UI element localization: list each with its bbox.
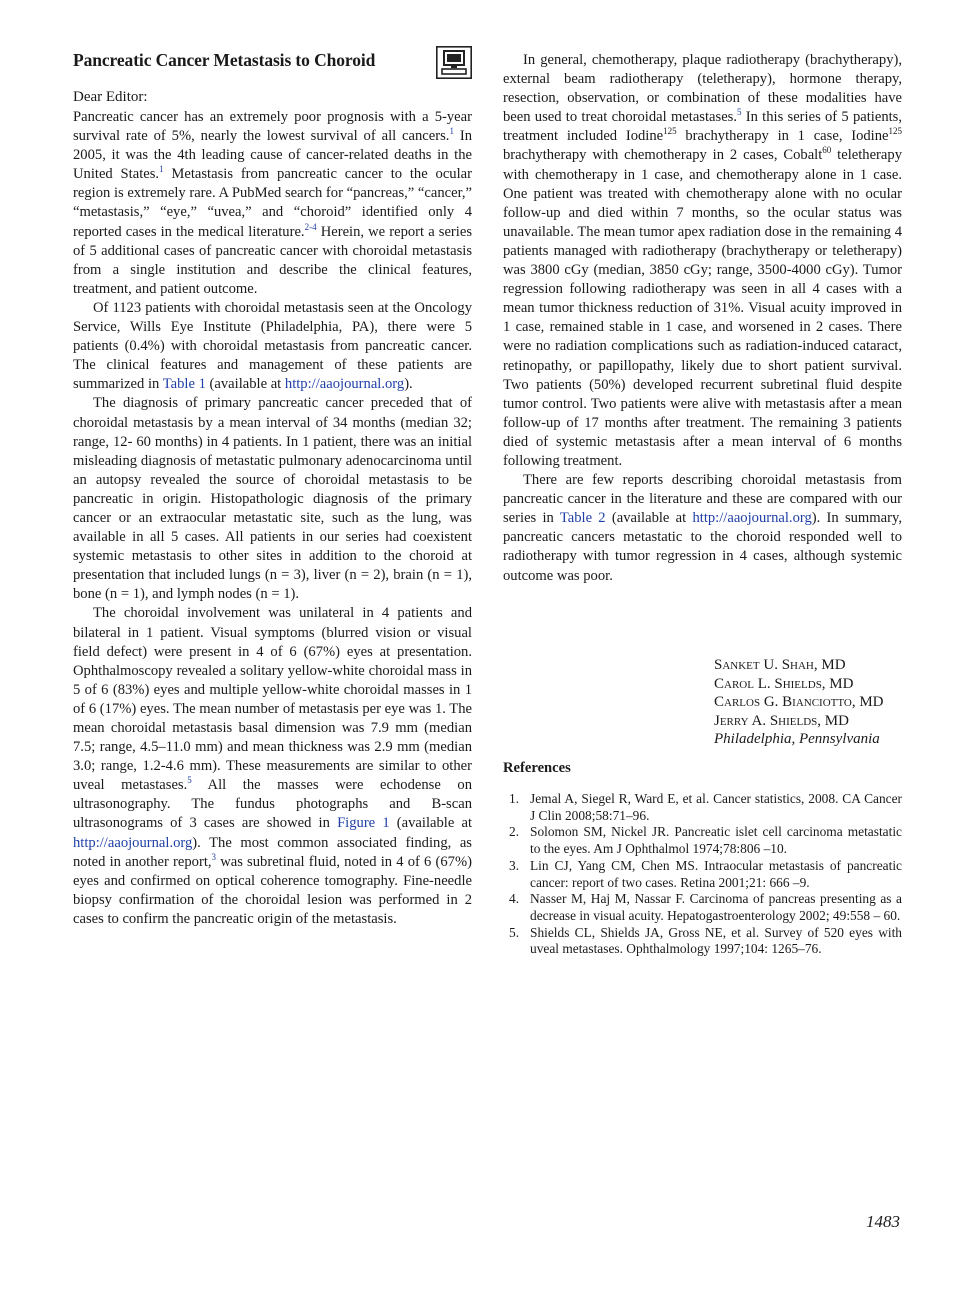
author-signatures — [714, 656, 884, 749]
paragraph-diagnosis: The diagnosis of primary pancreatic cancer preceded that of choroidal metastasis by a mean interval of 34 months (median 32; range, 12- 60 months) in 4 patients. In 1 patient, there was an initial misleading diagnosis of metastatic pulmonary adenocarcinoma until an autopsy revealed the source of choroidal metastasis to be pancreatic in origin. Histopathologic diagnosis of the primary cancer or an extraocular metastatic site, such as the lung, was available in all 5 cases. All patients in our series had coexistent systemic metastasis to other sites in addition to the choroid at presentation that included lungs (n = 3), liver (n = 2), brain (n = 1), bone (n = 1), and lymph nodes (n = 1). — [73, 395, 472, 603]
article-title: Pancreatic Cancer Metastasis to Choroid — [73, 50, 376, 70]
journal-link[interactable]: http://aaojournal.org — [692, 510, 812, 527]
table2-link[interactable]: Table 2 — [559, 510, 606, 527]
paragraph-involvement: The choroidal involvement was unilateral in 4 patients and bilateral in 1 patient. Visual symptoms (blurred vision or visual field defect) were present in 4 of 6 (67%) eyes at presentation. Ophthalmoscopy revealed a solitary yellow-white choroidal mass in 5 of 6 (83%) eyes and multiple yellow-white choroidal masses in 1 of 6 (17%) eyes. The mean number of metastasis per eye was 1. The mean choroidal metastasis basal dimension was 7.9 mm (median 7.5; range, 4.5–11.0 mm) and mean thickness was 2.9 mm (median 3.0; range, 1.2-4.6 mm). These measurements are similar to other uveal metastases.$^5$ All the masses were echodense on ultrasonography. The fundus photographs and B-scan ultrasonograms of 3 cases are showed in Figure 1 (available at http://aaojournal.org). The most common associated finding, as noted in another report,$^3$ was subretinal fluid, noted in 4 of 6 (67%) eyes and confirmed on optical coherence tomography. Fine-needle biopsy confirmation of the choroidal lesion was performed in 2 cases to confirm the pancreatic origin of the metastasis. — [73, 605, 472, 927]
salutation: Dear Editor: — [73, 89, 148, 105]
author-name: Sanket U. Shah, MD — [714, 657, 846, 673]
paragraph-patients: Of 1123 patients with choroidal metastasis seen at the Oncology Service, Wills Eye Institute (Philadelphia, PA), there were 5 patients (0.4%) with choroidal metastasis from pancreatic cancer. The clinical features and management of these patients are summarized in Table 1 (available at http://aaojournal.org). — [73, 299, 472, 393]
reference-item: 5. Shields CL, Shields JA, Gross NE, et al. Survey of 520 eyes with uveal metastases. Ophthalmology 1997;104: 1265–76. — [509, 924, 902, 957]
reference-item: 1. Jemal A, Siegel R, Ward E, et al. Cancer statistics, 2008. CA Cancer J Clin 2008;58:71–96. — [509, 791, 902, 823]
reference-item: 4. Nasser M, Haj M, Nassar F. Carcinoma of pancreas presenting as a decrease in visual acuity. Hepatogastroenterology 2002; 49:558 – 60. — [509, 891, 902, 923]
author-name: Carol L. Shields, MD — [714, 675, 854, 692]
author-location: Philadelphia, Pennsylvania — [714, 731, 880, 748]
journal-link[interactable]: http://aaojournal.org — [73, 834, 193, 851]
reference-item: 3. Lin CJ, Yang CM, Chen MS. Intraocular metastasis of pancreatic cancer: report of two cases. Retina 2001;21: 666 –9. — [509, 857, 902, 890]
paragraph-summary: There are few reports describing choroidal metastasis from pancreatic cancer in the literature and these are compared with our series in Table 2 (available at http://aaojournal.org). In summary, pancreatic cancers metastatic to the choroid responded well to radiotherapy with tumor regression in 4 cases, although systemic outcome was poor. — [503, 472, 902, 584]
citation-link[interactable]: 1 — [159, 164, 164, 175]
author-name: Jerry A. Shields, MD — [714, 712, 849, 729]
author-name: Carlos G. Bianciotto, MD — [714, 694, 884, 711]
citation-link[interactable]: 5 — [187, 775, 192, 786]
table1-link[interactable]: Table 1 — [162, 376, 206, 393]
figure1-link[interactable]: Figure 1 — [337, 815, 390, 832]
reference-item: 2. Solomon SM, Nickel JR. Pancreatic islet cell carcinoma metastatic to the eyes. Am J Ophthalmol 1974;78:806 –10. — [509, 824, 902, 857]
citation-link[interactable]: 3 — [211, 851, 217, 862]
references-heading: References — [503, 760, 571, 776]
citation-link[interactable]: 5 — [737, 107, 742, 118]
paragraph-treatment: In general, chemotherapy, plaque radiotherapy (brachytherapy), external beam radiotherapy (teletherapy), hormone therapy, resection, observation, or combination of these modalities have been used to treat choroidal metastases.$^5$ In this series of 5 patients, treatment included Iodine$^{125}$ brachytherapy in 1 case, Iodine$^{125}$ brachytherapy with chemotherapy in 2 cases, Cobalt$^{60}$ teletherapy with chemotherapy in 1 case, and chemotherapy alone in 1 case. One patient was treated with chemotherapy alone with no ocular follow-up and died within 7 months, so the ocular status was unavailable. The mean tumor apex radiation dose in the remaining 4 patients managed with radiotherapy (brachytherapy or teletherapy) was 3800 cGy (median, 3850 cGy; range, 3500-4000 cGy). Tumor regression following radiotherapy was seen in all 4 cases with a mean tumor thickness reduction of 31%. Visual acuity improved in 1 case, remained stable in 1 case, and worsened in 2 cases. There were no radiation complications such as radiation-induced cataract, retinopathy, or papillopathy, likely due to short patient survival. Two patients (50%) developed recurrent subretinal fluid despite tumor control. Two patients were alive with metastasis after a mean follow-up of 17 months after treatment. The remaining 3 patients died of systemic metastasis after a mean interval of 6 months following treatment. — [503, 52, 902, 469]
journal-link[interactable]: http://aaojournal.org — [284, 376, 405, 393]
left-column — [73, 108, 472, 929]
citation-link[interactable]: 2-4 — [304, 221, 317, 232]
reference-list — [503, 791, 902, 958]
page-number: 1483 — [866, 1212, 900, 1231]
citation-link[interactable]: 1 — [449, 126, 454, 137]
paragraph-intro: Pancreatic cancer has an extremely poor prognosis with a 5-year survival rate of 5%, nearly the lowest survival of all cancers.$^1$ In 2005, it was the 4th leading cause of cancer-related deaths in the United States.$^1$ Metastasis from pancreatic cancer to the ocular region is extremely rare. A PubMed search for “pancreas,” “cancer,” “metastasis,” “eye,” “uvea,” and “choroid” identified only 4 reported cases in the medical literature.$^{2-4}$ Herein, we report a series of 5 additional cases of pancreatic cancer with choroidal metastasis from a single institution and describe the clinical features, treatment, and patient outcome. — [73, 109, 472, 297]
right-column — [503, 51, 902, 586]
computer-monitor-icon — [436, 46, 472, 79]
